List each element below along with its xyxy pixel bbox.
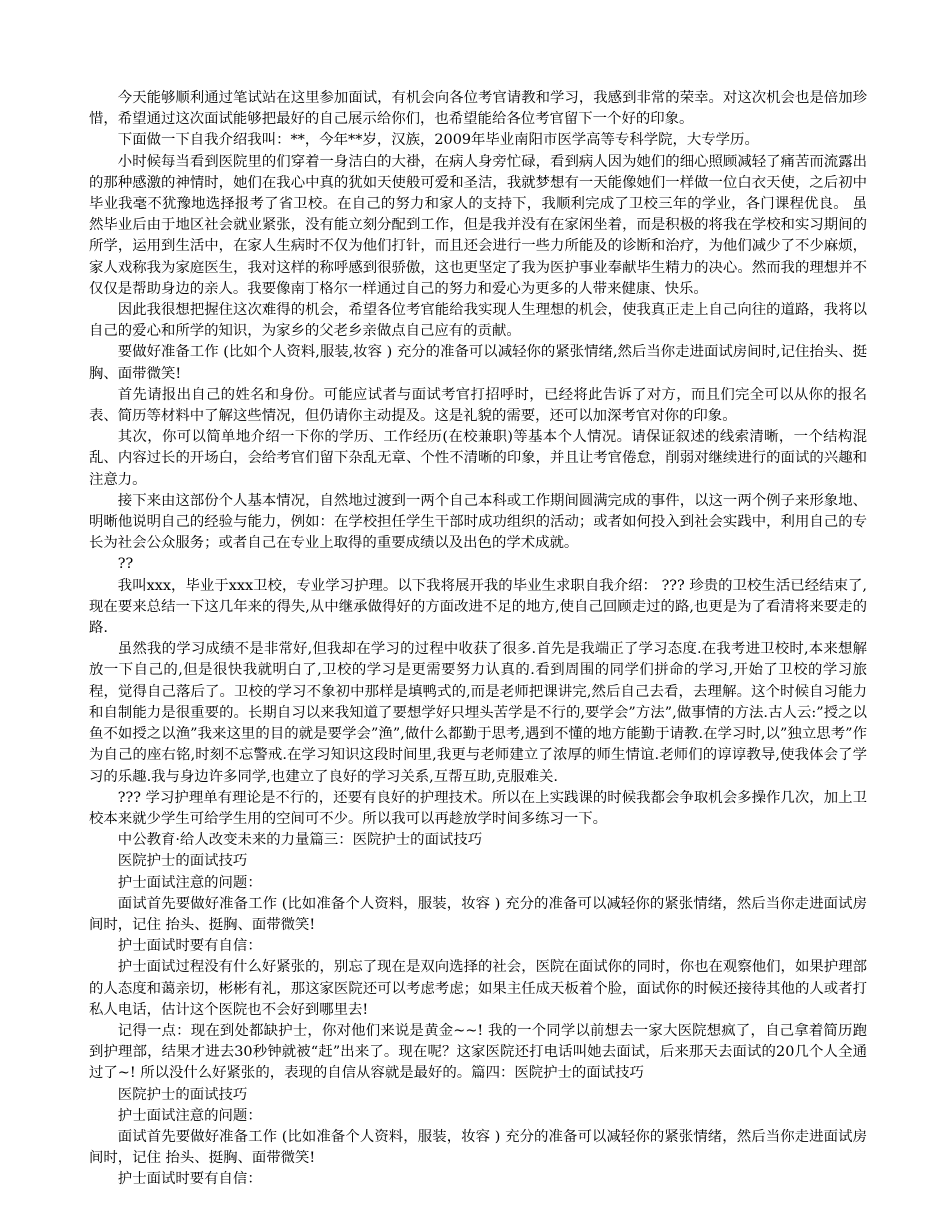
document-page [89, 88, 867, 1191]
paragraph: 护士面试时要有自信： [117, 1171, 262, 1188]
paragraph: 记得一点：现在到处都缺护士，你对他们来说是黄金~~! 我的一个同学以前想去一家大医院想疯了，自己拿着简历跑到护理部，结果才进去30秒钟就被“赶”出来了。现在呢？这家医院还打电话叫她去面试，后来那天去面试的20几个人全通过了~! 所以没什么好紧张的，表现的自信从容就是最好的。篇四：医院护士的面试技巧 [89, 1022, 867, 1082]
paragraph: 中公教育·给人改变未来的力量篇三：医院护士的面试技巧 [117, 832, 483, 849]
paragraph: 护士面试时要有自信： [117, 938, 262, 955]
section-heading: 医院护士的面试技巧 [117, 1086, 248, 1103]
paragraph: 虽然我的学习成绩不是非常好,但我却在学习的过程中收获了很多.首先是我端正了学习态度.在我考进卫校时,本来想解放一下自己的,但是很快我就明白了,卫校的学习是更需要努力认真的.看到周围的同学们拼命的学习,开始了卫校的学习旅程，觉得自己落后了。卫校的学习不象初中那样是填鸭式的,而是老师把课讲完,然后自己去看，去理解。这个时候自习能力和自制能力是很重要的。长期自习以来我知道了要想学好只埋头苦学是不行的,要学会”方法”,做事情的方法.古人云:”授之以鱼不如授之以渔”我来这里的目的就是要学会”渔”,做什么都勤于思考,遇到不懂的地方能勤于请教.在学习时,以”独立思考”作为自己的座右铭,时刻不忘警戒.在学习知识这段时间里,我更与老师建立了浓厚的师生情谊.老师们的谆谆教导,使我体会了学习的乐趣.我与身边许多同学,也建立了良好的学习关系,互帮互助,克服难关. [89, 641, 867, 785]
paragraph: 小时候每当看到医院里的们穿着一身洁白的大褂，在病人身旁忙碌，看到病人因为她们的细心照顾减轻了痛苦而流露出的那种感激的神情时，她们在我心中真的犹如天使般可爱和圣洁，我就梦想有一天能像她们一样做一位白衣天使，之后初中毕业我毫不犹豫地选择报考了省卫校。在自己的努力和家人的支持下，我顺利完成了卫校三年的学业，各门课程优良。 虽然毕业后由于地区社会就业紧张，没有能立刻分配到工作，但是我并没有在家闲坐着，而是积极的将我在学校和实习期间的所学，运用到生活中，在家人生病时不仅为他们打针，而且还会进行一些力所能及的诊断和治疗，为他们减少了不少麻烦，家人戏称我为家庭医生，我对这样的称呼感到很骄傲，这也更坚定了我为医护事业奉献毕生精力的决心。然而我的理想并不仅仅是帮助身边的亲人。我要像南丁格尔一样通过自己的努力和爱心为更多的人带来健康、快乐。 [89, 153, 867, 297]
paragraph: 护士面试注意的问题： [117, 1107, 262, 1124]
paragraph: ??? 学习护理单有理论是不行的，还要有良好的护理技术。所以在上实践课的时候我都会争取机会多操作几次，加上卫校本来就少学生可给学生用的空间可不少。所以我可以再趁放学时间多练习一下。 [89, 789, 867, 827]
paragraph: 因此我很想把握住这次难得的机会，希望各位考官能给我实现人生理想的机会，使我真正走上自己向往的道路，我将以自己的爱心和所学的知识，为家乡的父老乡亲做点自己应有的贡献。 [89, 302, 867, 340]
paragraph: 其次，你可以简单地介绍一下你的学历、工作经历(在校兼职)等基本个人情况。请保证叙述的线索清晰，一个结构混乱、内容过长的开场白，会给考官们留下杂乱无章、个性不清晰的印象，并且让考官倦怠，削弱对继续进行的面试的兴趣和注意力。 [89, 429, 867, 488]
paragraph: 面试首先要做好准备工作 (比如准备个人资料，服装，妆容 ) 充分的准备可以减轻你的紧张情绪，然后当你走进面试房间时，记住 抬头、挺胸、面带微笑! [89, 1128, 867, 1167]
section-heading: 医院护士的面试技巧 [117, 853, 248, 870]
paragraph: 接下来由这部份个人基本情况，自然地过渡到一两个自己本科或工作期间圆满完成的事件，以这一两个例子来形象地、明晰他说明自己的经验与能力，例如：在学校担任学生干部时成功组织的活动；或者如何投入到社会实践中，利用自己的专长为社会公众服务；或者自己在专业上取得的重要成绩以及出色的学术成就。 [89, 492, 867, 552]
paragraph: 护士面试过程没有什么好紧张的，别忘了现在是双向选择的社会，医院在面试你的同时，你也在观察他们，如果护理部的人态度和蔼亲切，彬彬有礼，那这家医院还可以考虑考虑；如果主任成天板着个脸，面试你的时候还接待其他的人或者打私人电话，估计这个医院也不会好到哪里去! [89, 959, 867, 1018]
paragraph: 要做好准备工作 (比如个人资料,服装,妆容 ) 充分的准备可以减轻你的紧张情绪,然后当你走进面试房间时,记住抬头、挺胸、面带微笑! [89, 344, 867, 382]
paragraph: ?? [117, 556, 134, 573]
paragraph: 护士面试注意的问题： [117, 874, 262, 891]
paragraph: 面试首先要做好准备工作 (比如准备个人资料，服装，妆容 ) 充分的准备可以减轻你的紧张情绪，然后当你走进面试房间时，记住 抬头、挺胸、面带微笑! [89, 895, 867, 933]
paragraph: 下面做一下自我介绍我叫：**，今年**岁，汉族，2009年毕业南阳市医学高等专科学院，大专学历。 [117, 132, 759, 149]
paragraph: 今天能够顺利通过笔试站在这里参加面试，有机会向各位考官请教和学习，我感到非常的荣幸。对这次机会也是倍加珍惜，希望通过这次面试能够把最好的自己展示给你们，也希望能给各位考官留下一个好的印象。 [89, 90, 867, 128]
paragraph: 我叫xxx，毕业于xxx卫校，专业学习护理。以下我将展开我的毕业生求职自我介绍： ??? 珍贵的卫校生活已经结束了,现在要来总结一下这几年来的得失,从中继承做得好的方面改进不足的地方,使自己回顾走过的路,也更是为了看清将来要走的路. [89, 577, 867, 637]
paragraph: 首先请报出自己的姓名和身份。可能应试者与面试考官打招呼时，已经将此告诉了对方，而且们完全可以从你的报名表、简历等材料中了解这些情况，但仍请你主动提及。这是礼貌的需要，还可以加深考官对你的印象。 [89, 386, 867, 425]
